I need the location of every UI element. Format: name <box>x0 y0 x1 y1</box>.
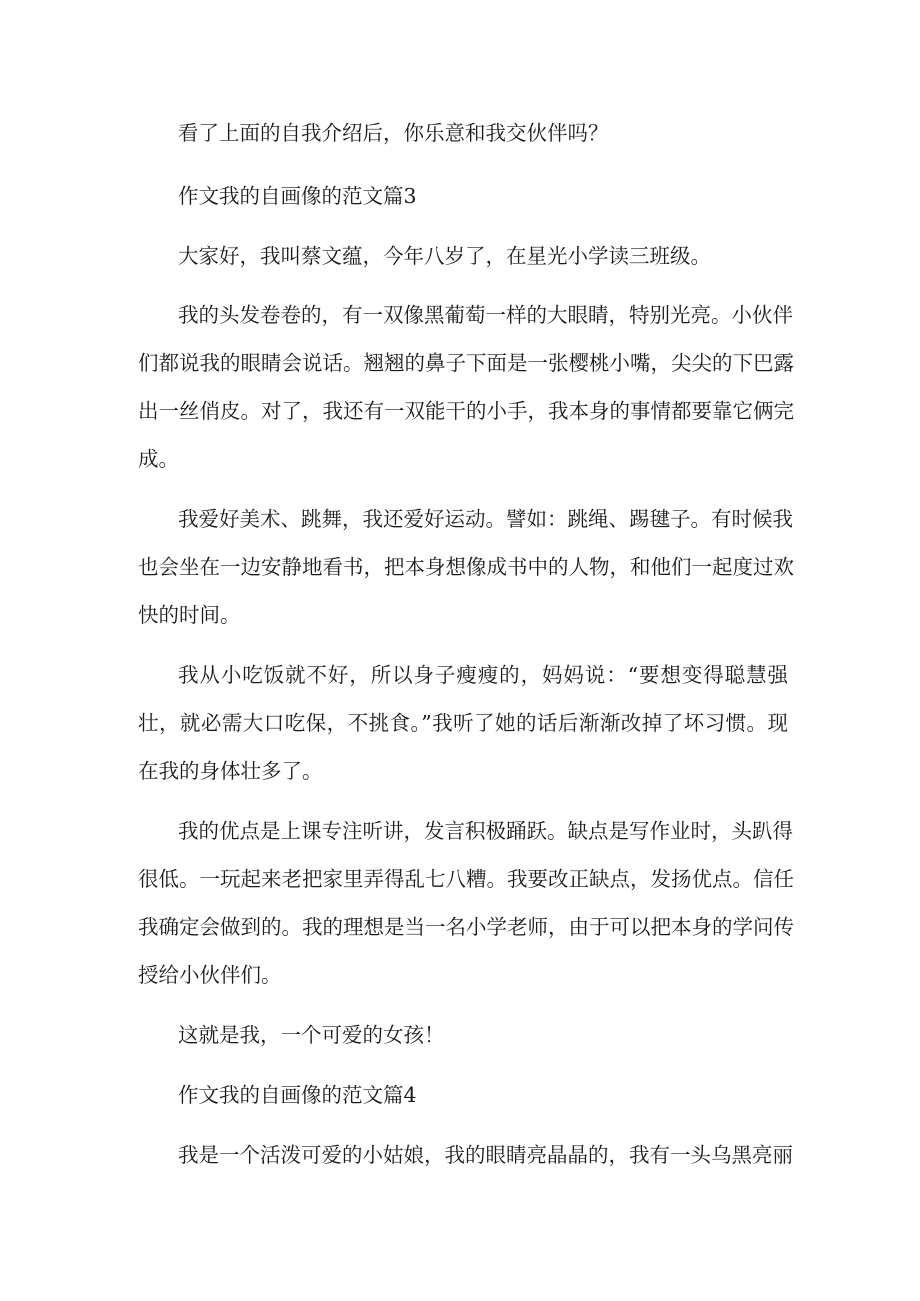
paragraph-line: 快的时间。 <box>138 603 241 627</box>
paragraph-line: 我从小吃饭就不好，所以身子瘦瘦的，妈妈说：“要想变得聪慧强 <box>178 663 788 687</box>
paragraph-line: 出一丝俏皮。对了，我还有一双能干的小手，我本身的事情都要靠它俩完 <box>138 399 794 423</box>
paragraph-line: 们都说我的眼睛会说话。翘翘的鼻子下面是一张樱桃小嘴，尖尖的下巴露 <box>138 351 794 375</box>
paragraph-line: 也会坐在一边安静地看书，把本身想像成书中的人物，和他们一起度过欢 <box>138 555 794 579</box>
paragraph-line: 成。 <box>138 447 179 471</box>
paragraph-line: 我的头发卷卷的，有一双像黑葡萄一样的大眼睛，特别光亮。小伙伴 <box>178 303 793 327</box>
paragraph-line: 看了上面的自我介绍后，你乐意和我交伙伴吗？ <box>178 121 609 145</box>
paragraph-line: 在我的身体壮多了。 <box>138 759 323 783</box>
paragraph-line: 壮，就必需大口吃保，不挑食。”我听了她的话后渐渐改掉了坏习惯。现 <box>138 711 788 735</box>
paragraph-line: 授给小伙伴们。 <box>138 963 282 987</box>
paragraph-line: 这就是我，一个可爱的女孩！ <box>178 1023 445 1047</box>
section-heading: 作文我的自画像的范文篇3 <box>178 184 417 208</box>
paragraph-line: 我确定会做到的。我的理想是当一名小学老师，由于可以把本身的学问传 <box>138 915 794 939</box>
paragraph-line: 大家好，我叫蔡文蕴，今年八岁了，在星光小学读三班级。 <box>178 244 711 268</box>
section-heading: 作文我的自画像的范文篇4 <box>178 1083 417 1107</box>
paragraph-line: 很低。一玩起来老把家里弄得乱七八糟。我要改正缺点，发扬优点。信任 <box>138 867 794 891</box>
paragraph-line: 我爱好美术、跳舞，我还爱好运动。譬如：跳绳、踢毽子。有时候我 <box>178 507 793 531</box>
paragraph-line: 我是一个活泼可爱的小姑娘，我的眼睛亮晶晶的，我有一头乌黑亮丽 <box>178 1143 793 1167</box>
paragraph-line: 我的优点是上课专注听讲，发言积极踊跃。缺点是写作业时，头趴得 <box>178 819 793 843</box>
